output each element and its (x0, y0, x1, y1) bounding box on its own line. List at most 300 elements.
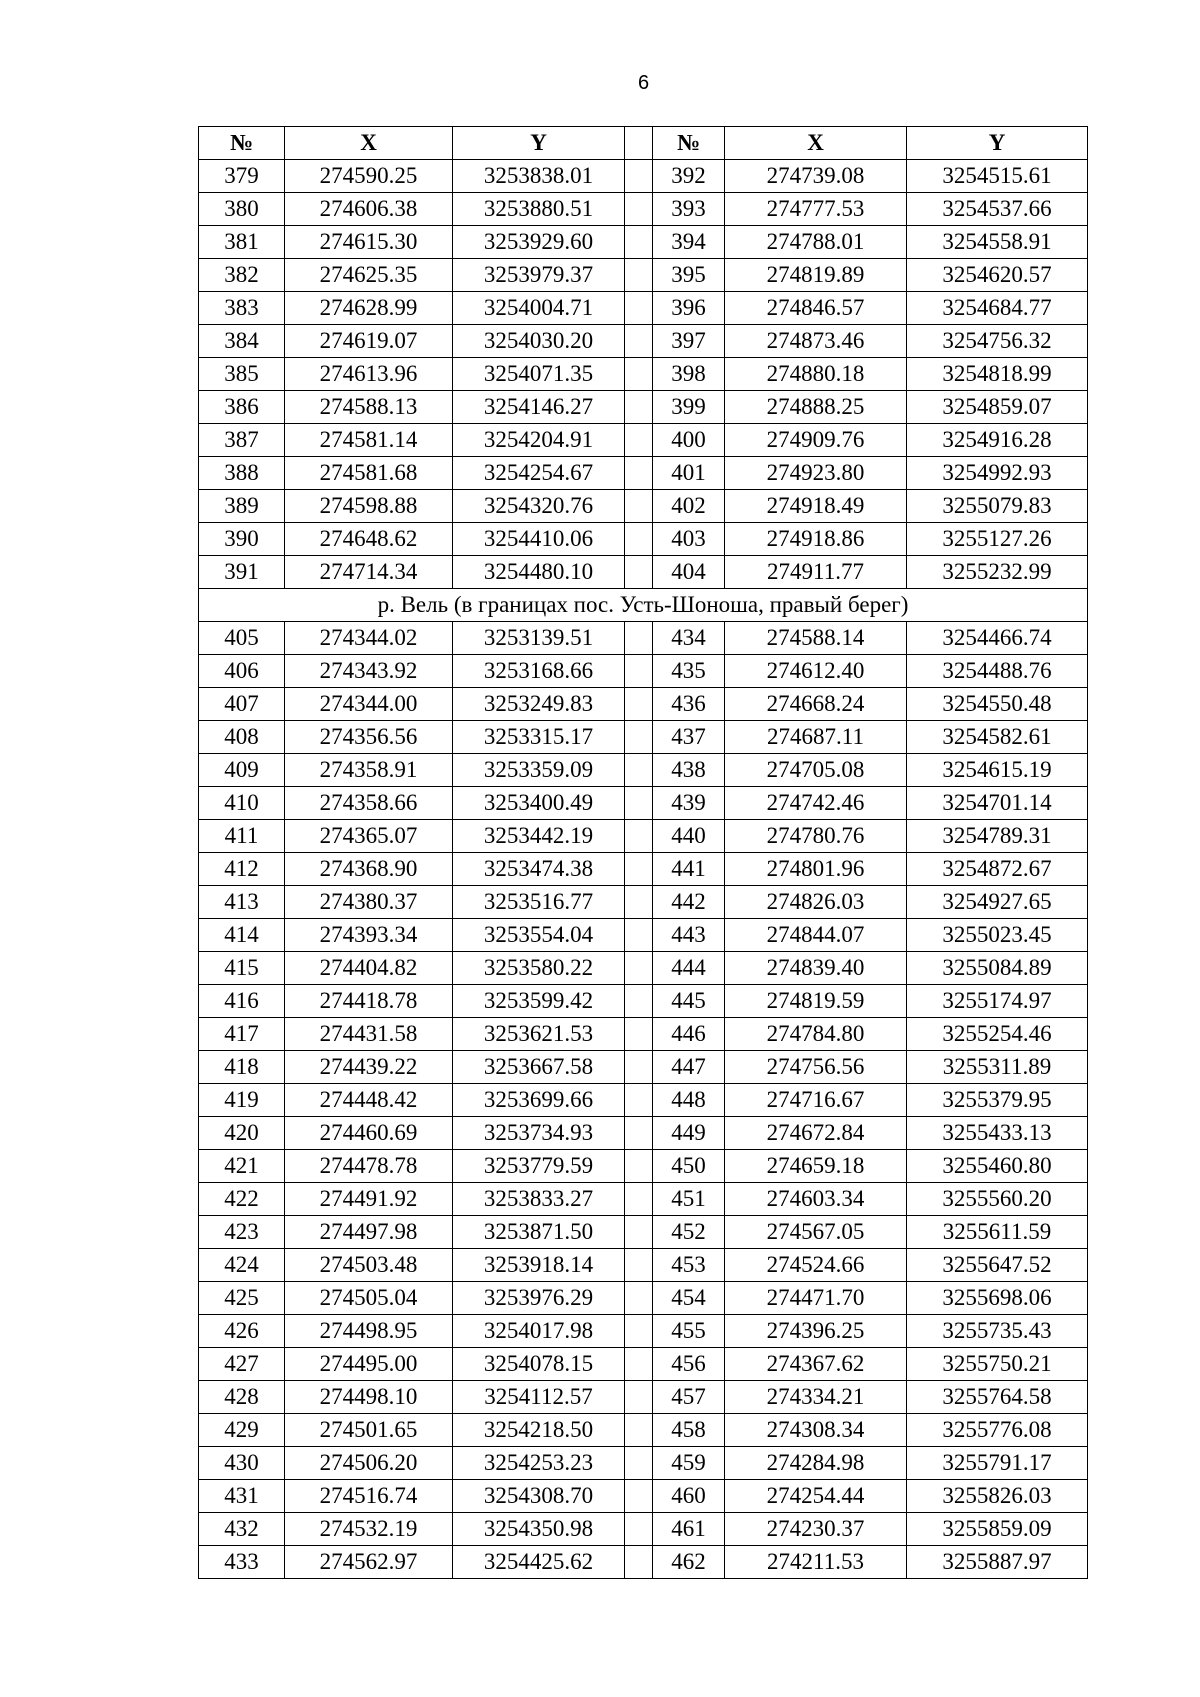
gap-cell (625, 820, 653, 853)
table-row (199, 1084, 1088, 1117)
y-coordinate-cell: 3254515.61 (907, 160, 1088, 193)
table-row (199, 1183, 1088, 1216)
x-coordinate-cell: 274590.25 (285, 160, 453, 193)
table-row (199, 688, 1088, 721)
point-number-cell: 439 (653, 787, 725, 820)
table-row (199, 292, 1088, 325)
header-gap (625, 127, 653, 160)
x-coordinate-cell: 274839.40 (725, 952, 907, 985)
gap-cell (625, 721, 653, 754)
header-x-left: X (285, 127, 453, 160)
x-coordinate-cell: 274230.37 (725, 1513, 907, 1546)
table-row (199, 457, 1088, 490)
point-number-cell: 402 (653, 490, 725, 523)
y-coordinate-cell: 3254078.15 (453, 1348, 625, 1381)
point-number-cell: 407 (199, 688, 285, 721)
x-coordinate-cell: 274418.78 (285, 985, 453, 1018)
x-coordinate-cell: 274598.88 (285, 490, 453, 523)
y-coordinate-cell: 3254254.67 (453, 457, 625, 490)
x-coordinate-cell: 274619.07 (285, 325, 453, 358)
point-number-cell: 389 (199, 490, 285, 523)
x-coordinate-cell: 274918.49 (725, 490, 907, 523)
table-row (199, 193, 1088, 226)
x-coordinate-cell: 274911.77 (725, 556, 907, 589)
x-coordinate-cell: 274612.40 (725, 655, 907, 688)
y-coordinate-cell: 3253779.59 (453, 1150, 625, 1183)
table-row (199, 1315, 1088, 1348)
gap-cell (625, 655, 653, 688)
y-coordinate-cell: 3254620.57 (907, 259, 1088, 292)
point-number-cell: 385 (199, 358, 285, 391)
point-number-cell: 449 (653, 1117, 725, 1150)
gap-cell (625, 457, 653, 490)
x-coordinate-cell: 274495.00 (285, 1348, 453, 1381)
point-number-cell: 414 (199, 919, 285, 952)
point-number-cell: 446 (653, 1018, 725, 1051)
point-number-cell: 408 (199, 721, 285, 754)
x-coordinate-cell: 274826.03 (725, 886, 907, 919)
y-coordinate-cell: 3253621.53 (453, 1018, 625, 1051)
gap-cell (625, 556, 653, 589)
y-coordinate-cell: 3253979.37 (453, 259, 625, 292)
table-row (199, 952, 1088, 985)
y-coordinate-cell: 3254872.67 (907, 853, 1088, 886)
y-coordinate-cell: 3255764.58 (907, 1381, 1088, 1414)
point-number-cell: 392 (653, 160, 725, 193)
y-coordinate-cell: 3255791.17 (907, 1447, 1088, 1480)
point-number-cell: 394 (653, 226, 725, 259)
point-number-cell: 382 (199, 259, 285, 292)
x-coordinate-cell: 274714.34 (285, 556, 453, 589)
gap-cell (625, 358, 653, 391)
y-coordinate-cell: 3253139.51 (453, 622, 625, 655)
point-number-cell: 423 (199, 1216, 285, 1249)
y-coordinate-cell: 3254582.61 (907, 721, 1088, 754)
table-row (199, 391, 1088, 424)
y-coordinate-cell: 3253249.83 (453, 688, 625, 721)
point-number-cell: 400 (653, 424, 725, 457)
table-row (199, 985, 1088, 1018)
point-number-cell: 384 (199, 325, 285, 358)
y-coordinate-cell: 3255433.13 (907, 1117, 1088, 1150)
point-number-cell: 455 (653, 1315, 725, 1348)
table-row (199, 622, 1088, 655)
x-coordinate-cell: 274491.92 (285, 1183, 453, 1216)
y-coordinate-cell: 3255084.89 (907, 952, 1088, 985)
table-row (199, 1282, 1088, 1315)
gap-cell (625, 919, 653, 952)
point-number-cell: 380 (199, 193, 285, 226)
table-row (199, 259, 1088, 292)
gap-cell (625, 1480, 653, 1513)
point-number-cell: 438 (653, 754, 725, 787)
y-coordinate-cell: 3253400.49 (453, 787, 625, 820)
x-coordinate-cell: 274615.30 (285, 226, 453, 259)
table-row (199, 1381, 1088, 1414)
y-coordinate-cell: 3255611.59 (907, 1216, 1088, 1249)
gap-cell (625, 886, 653, 919)
y-coordinate-cell: 3255560.20 (907, 1183, 1088, 1216)
point-number-cell: 416 (199, 985, 285, 1018)
header-row (199, 127, 1088, 160)
y-coordinate-cell: 3255887.97 (907, 1546, 1088, 1579)
x-coordinate-cell: 274788.01 (725, 226, 907, 259)
y-coordinate-cell: 3254701.14 (907, 787, 1088, 820)
x-coordinate-cell: 274756.56 (725, 1051, 907, 1084)
point-number-cell: 429 (199, 1414, 285, 1447)
x-coordinate-cell: 274716.67 (725, 1084, 907, 1117)
table-row (199, 523, 1088, 556)
y-coordinate-cell: 3254756.32 (907, 325, 1088, 358)
x-coordinate-cell: 274367.62 (725, 1348, 907, 1381)
x-coordinate-cell: 274613.96 (285, 358, 453, 391)
point-number-cell: 447 (653, 1051, 725, 1084)
point-number-cell: 451 (653, 1183, 725, 1216)
table-row (199, 820, 1088, 853)
y-coordinate-cell: 3253838.01 (453, 160, 625, 193)
point-number-cell: 401 (653, 457, 725, 490)
gap-cell (625, 1249, 653, 1282)
x-coordinate-cell: 274625.35 (285, 259, 453, 292)
x-coordinate-cell: 274648.62 (285, 523, 453, 556)
gap-cell (625, 325, 653, 358)
x-coordinate-cell: 274478.78 (285, 1150, 453, 1183)
table-row (199, 1513, 1088, 1546)
x-coordinate-cell: 274588.14 (725, 622, 907, 655)
point-number-cell: 458 (653, 1414, 725, 1447)
y-coordinate-cell: 3255698.06 (907, 1282, 1088, 1315)
y-coordinate-cell: 3254218.50 (453, 1414, 625, 1447)
x-coordinate-cell: 274918.86 (725, 523, 907, 556)
y-coordinate-cell: 3254425.62 (453, 1546, 625, 1579)
y-coordinate-cell: 3255254.46 (907, 1018, 1088, 1051)
x-coordinate-cell: 274844.07 (725, 919, 907, 952)
x-coordinate-cell: 274308.34 (725, 1414, 907, 1447)
gap-cell (625, 424, 653, 457)
x-coordinate-cell: 274562.97 (285, 1546, 453, 1579)
y-coordinate-cell: 3254146.27 (453, 391, 625, 424)
table-row (199, 1117, 1088, 1150)
gap-cell (625, 391, 653, 424)
x-coordinate-cell: 274659.18 (725, 1150, 907, 1183)
gap-cell (625, 1117, 653, 1150)
y-coordinate-cell: 3255859.09 (907, 1513, 1088, 1546)
y-coordinate-cell: 3254916.28 (907, 424, 1088, 457)
gap-cell (625, 490, 653, 523)
x-coordinate-cell: 274846.57 (725, 292, 907, 325)
x-coordinate-cell: 274396.25 (725, 1315, 907, 1348)
y-coordinate-cell: 3255460.80 (907, 1150, 1088, 1183)
table-body (199, 160, 1088, 1579)
x-coordinate-cell: 274909.76 (725, 424, 907, 457)
x-coordinate-cell: 274448.42 (285, 1084, 453, 1117)
y-coordinate-cell: 3254017.98 (453, 1315, 625, 1348)
point-number-cell: 387 (199, 424, 285, 457)
point-number-cell: 417 (199, 1018, 285, 1051)
x-coordinate-cell: 274344.00 (285, 688, 453, 721)
point-number-cell: 409 (199, 754, 285, 787)
table-row (199, 655, 1088, 688)
y-coordinate-cell: 3254488.76 (907, 655, 1088, 688)
y-coordinate-cell: 3254550.48 (907, 688, 1088, 721)
point-number-cell: 410 (199, 787, 285, 820)
point-number-cell: 396 (653, 292, 725, 325)
gap-cell (625, 292, 653, 325)
x-coordinate-cell: 274344.02 (285, 622, 453, 655)
x-coordinate-cell: 274439.22 (285, 1051, 453, 1084)
coordinates-table (198, 126, 1088, 1579)
y-coordinate-cell: 3254350.98 (453, 1513, 625, 1546)
gap-cell (625, 1348, 653, 1381)
point-number-cell: 421 (199, 1150, 285, 1183)
gap-cell (625, 1315, 653, 1348)
point-number-cell: 413 (199, 886, 285, 919)
x-coordinate-cell: 274524.66 (725, 1249, 907, 1282)
x-coordinate-cell: 274501.65 (285, 1414, 453, 1447)
gap-cell (625, 1513, 653, 1546)
x-coordinate-cell: 274888.25 (725, 391, 907, 424)
y-coordinate-cell: 3255826.03 (907, 1480, 1088, 1513)
header-y-left: Y (453, 127, 625, 160)
point-number-cell: 436 (653, 688, 725, 721)
point-number-cell: 454 (653, 1282, 725, 1315)
y-coordinate-cell: 3254927.65 (907, 886, 1088, 919)
x-coordinate-cell: 274588.13 (285, 391, 453, 424)
y-coordinate-cell: 3253442.19 (453, 820, 625, 853)
y-coordinate-cell: 3254071.35 (453, 358, 625, 391)
gap-cell (625, 259, 653, 292)
header-x-right: X (725, 127, 907, 160)
gap-cell (625, 1051, 653, 1084)
point-number-cell: 445 (653, 985, 725, 1018)
y-coordinate-cell: 3254480.10 (453, 556, 625, 589)
x-coordinate-cell: 274672.84 (725, 1117, 907, 1150)
point-number-cell: 444 (653, 952, 725, 985)
x-coordinate-cell: 274505.04 (285, 1282, 453, 1315)
point-number-cell: 383 (199, 292, 285, 325)
y-coordinate-cell: 3253734.93 (453, 1117, 625, 1150)
point-number-cell: 430 (199, 1447, 285, 1480)
table-row (199, 1216, 1088, 1249)
x-coordinate-cell: 274368.90 (285, 853, 453, 886)
point-number-cell: 395 (653, 259, 725, 292)
point-number-cell: 460 (653, 1480, 725, 1513)
y-coordinate-cell: 3253359.09 (453, 754, 625, 787)
y-coordinate-cell: 3254992.93 (907, 457, 1088, 490)
x-coordinate-cell: 274532.19 (285, 1513, 453, 1546)
gap-cell (625, 985, 653, 1018)
x-coordinate-cell: 274506.20 (285, 1447, 453, 1480)
gap-cell (625, 1018, 653, 1051)
y-coordinate-cell: 3253580.22 (453, 952, 625, 985)
point-number-cell: 427 (199, 1348, 285, 1381)
y-coordinate-cell: 3255311.89 (907, 1051, 1088, 1084)
point-number-cell: 433 (199, 1546, 285, 1579)
point-number-cell: 456 (653, 1348, 725, 1381)
y-coordinate-cell: 3253599.42 (453, 985, 625, 1018)
point-number-cell: 405 (199, 622, 285, 655)
y-coordinate-cell: 3253918.14 (453, 1249, 625, 1282)
point-number-cell: 437 (653, 721, 725, 754)
y-coordinate-cell: 3254684.77 (907, 292, 1088, 325)
table-row (199, 919, 1088, 952)
gap-cell (625, 754, 653, 787)
x-coordinate-cell: 274780.76 (725, 820, 907, 853)
y-coordinate-cell: 3253554.04 (453, 919, 625, 952)
x-coordinate-cell: 274873.46 (725, 325, 907, 358)
table-row (199, 1546, 1088, 1579)
point-number-cell: 428 (199, 1381, 285, 1414)
x-coordinate-cell: 274380.37 (285, 886, 453, 919)
table-row (199, 853, 1088, 886)
y-coordinate-cell: 3255079.83 (907, 490, 1088, 523)
y-coordinate-cell: 3254466.74 (907, 622, 1088, 655)
y-coordinate-cell: 3254004.71 (453, 292, 625, 325)
y-coordinate-cell: 3253474.38 (453, 853, 625, 886)
y-coordinate-cell: 3254859.07 (907, 391, 1088, 424)
point-number-cell: 403 (653, 523, 725, 556)
table-row (199, 226, 1088, 259)
gap-cell (625, 688, 653, 721)
y-coordinate-cell: 3254789.31 (907, 820, 1088, 853)
y-coordinate-cell: 3254253.23 (453, 1447, 625, 1480)
y-coordinate-cell: 3255379.95 (907, 1084, 1088, 1117)
x-coordinate-cell: 274393.34 (285, 919, 453, 952)
y-coordinate-cell: 3253168.66 (453, 655, 625, 688)
y-coordinate-cell: 3253315.17 (453, 721, 625, 754)
x-coordinate-cell: 274581.14 (285, 424, 453, 457)
point-number-cell: 420 (199, 1117, 285, 1150)
point-number-cell: 450 (653, 1150, 725, 1183)
x-coordinate-cell: 274471.70 (725, 1282, 907, 1315)
x-coordinate-cell: 274581.68 (285, 457, 453, 490)
x-coordinate-cell: 274358.91 (285, 754, 453, 787)
page-number: 6 (637, 72, 650, 94)
x-coordinate-cell: 274739.08 (725, 160, 907, 193)
y-coordinate-cell: 3254308.70 (453, 1480, 625, 1513)
x-coordinate-cell: 274516.74 (285, 1480, 453, 1513)
point-number-cell: 452 (653, 1216, 725, 1249)
gap-cell (625, 226, 653, 259)
y-coordinate-cell: 3254537.66 (907, 193, 1088, 226)
y-coordinate-cell: 3255232.99 (907, 556, 1088, 589)
y-coordinate-cell: 3253667.58 (453, 1051, 625, 1084)
y-coordinate-cell: 3255647.52 (907, 1249, 1088, 1282)
y-coordinate-cell: 3254320.76 (453, 490, 625, 523)
y-coordinate-cell: 3254030.20 (453, 325, 625, 358)
gap-cell (625, 1414, 653, 1447)
x-coordinate-cell: 274498.95 (285, 1315, 453, 1348)
y-coordinate-cell: 3253929.60 (453, 226, 625, 259)
y-coordinate-cell: 3254410.06 (453, 523, 625, 556)
x-coordinate-cell: 274705.08 (725, 754, 907, 787)
x-coordinate-cell: 274880.18 (725, 358, 907, 391)
x-coordinate-cell: 274460.69 (285, 1117, 453, 1150)
gap-cell (625, 193, 653, 226)
gap-cell (625, 853, 653, 886)
point-number-cell: 381 (199, 226, 285, 259)
point-number-cell: 443 (653, 919, 725, 952)
y-coordinate-cell: 3255174.97 (907, 985, 1088, 1018)
point-number-cell: 462 (653, 1546, 725, 1579)
y-coordinate-cell: 3254112.57 (453, 1381, 625, 1414)
header-y-right: Y (907, 127, 1088, 160)
point-number-cell: 390 (199, 523, 285, 556)
y-coordinate-cell: 3254818.99 (907, 358, 1088, 391)
gap-cell (625, 1216, 653, 1249)
point-number-cell: 388 (199, 457, 285, 490)
point-number-cell: 435 (653, 655, 725, 688)
section-title: р. Вель (в границах пос. Усть-Шоноша, правый берег) (199, 589, 1088, 622)
table-row (199, 886, 1088, 919)
point-number-cell: 461 (653, 1513, 725, 1546)
section-row (199, 589, 1088, 622)
x-coordinate-cell: 274211.53 (725, 1546, 907, 1579)
point-number-cell: 418 (199, 1051, 285, 1084)
x-coordinate-cell: 274784.80 (725, 1018, 907, 1051)
y-coordinate-cell: 3253976.29 (453, 1282, 625, 1315)
gap-cell (625, 1447, 653, 1480)
y-coordinate-cell: 3255776.08 (907, 1414, 1088, 1447)
x-coordinate-cell: 274254.44 (725, 1480, 907, 1513)
x-coordinate-cell: 274628.99 (285, 292, 453, 325)
x-coordinate-cell: 274498.10 (285, 1381, 453, 1414)
point-number-cell: 391 (199, 556, 285, 589)
table-row (199, 1018, 1088, 1051)
x-coordinate-cell: 274284.98 (725, 1447, 907, 1480)
table-row (199, 1414, 1088, 1447)
point-number-cell: 441 (653, 853, 725, 886)
gap-cell (625, 1282, 653, 1315)
gap-cell (625, 952, 653, 985)
x-coordinate-cell: 274503.48 (285, 1249, 453, 1282)
gap-cell (625, 787, 653, 820)
gap-cell (625, 1381, 653, 1414)
table-row (199, 325, 1088, 358)
x-coordinate-cell: 274365.07 (285, 820, 453, 853)
gap-cell (625, 523, 653, 556)
point-number-cell: 448 (653, 1084, 725, 1117)
table-row (199, 787, 1088, 820)
point-number-cell: 406 (199, 655, 285, 688)
table-row (199, 1447, 1088, 1480)
table-row (199, 1051, 1088, 1084)
point-number-cell: 459 (653, 1447, 725, 1480)
y-coordinate-cell: 3255127.26 (907, 523, 1088, 556)
table-row (199, 721, 1088, 754)
x-coordinate-cell: 274819.59 (725, 985, 907, 1018)
table-row (199, 1480, 1088, 1513)
x-coordinate-cell: 274777.53 (725, 193, 907, 226)
point-number-cell: 412 (199, 853, 285, 886)
x-coordinate-cell: 274668.24 (725, 688, 907, 721)
x-coordinate-cell: 274334.21 (725, 1381, 907, 1414)
y-coordinate-cell: 3253880.51 (453, 193, 625, 226)
table-row (199, 160, 1088, 193)
y-coordinate-cell: 3254558.91 (907, 226, 1088, 259)
point-number-cell: 425 (199, 1282, 285, 1315)
x-coordinate-cell: 274343.92 (285, 655, 453, 688)
gap-cell (625, 1084, 653, 1117)
point-number-cell: 419 (199, 1084, 285, 1117)
point-number-cell: 426 (199, 1315, 285, 1348)
table-row (199, 754, 1088, 787)
x-coordinate-cell: 274358.66 (285, 787, 453, 820)
x-coordinate-cell: 274404.82 (285, 952, 453, 985)
gap-cell (625, 622, 653, 655)
y-coordinate-cell: 3255735.43 (907, 1315, 1088, 1348)
point-number-cell: 440 (653, 820, 725, 853)
